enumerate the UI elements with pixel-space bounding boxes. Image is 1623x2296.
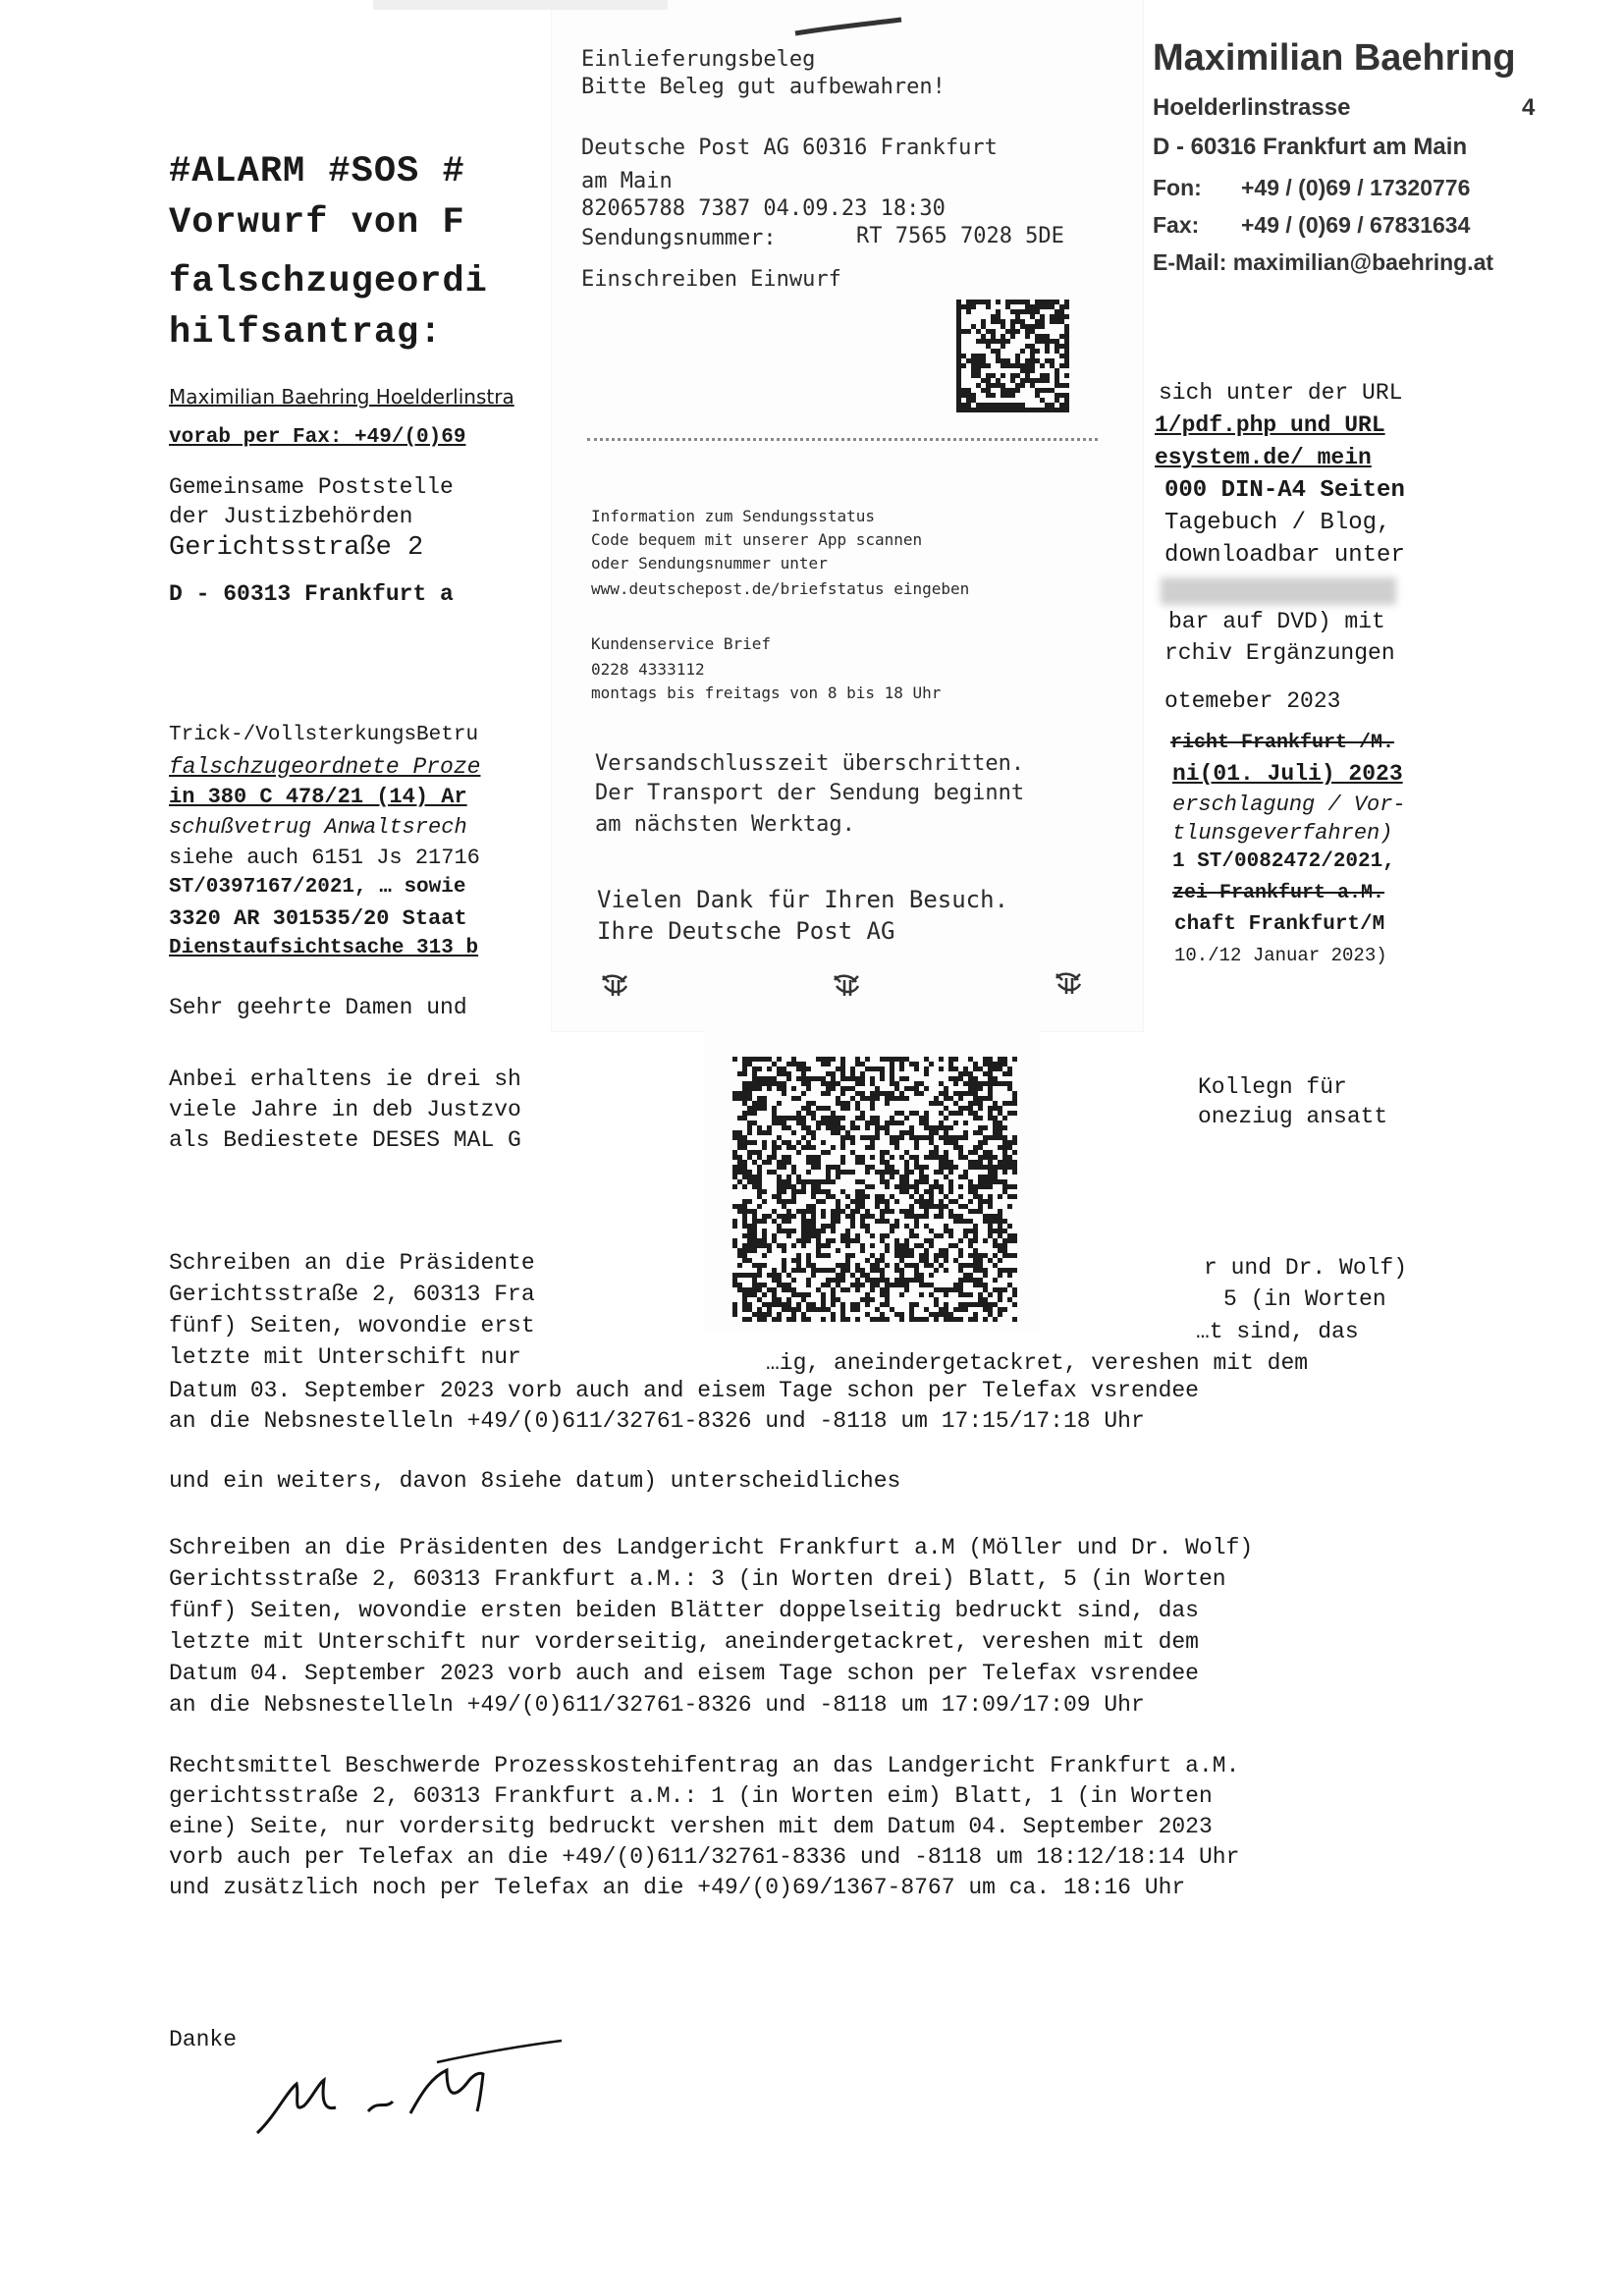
para4-line-2: gerichtsstraße 2, 60313 Frankfurt a.M.: 1 (in Worten eim) Blatt, 1 (in Worten [169,1783,1213,1809]
header-phone: +49 / (0)69 / 17320776 [1241,175,1471,200]
receipt-notice-3: am nächsten Werktag. [595,812,855,837]
datamatrix-code [956,300,1069,412]
sender-header [1151,37,1563,293]
right-line-19: oneziug ansatt [1198,1104,1388,1129]
para1-right-4: …ig, aneindergetackret, vereshen mit dem [766,1350,1309,1376]
para3-line-6: an die Nebsnestelleln +49/(0)611/32761-8326 und -8118 um 17:09/17:09 Uhr [169,1692,1145,1718]
para1-right-3: …t sind, das [1196,1319,1359,1344]
posthorn-icon [599,970,632,1000]
intro-line-3: als Bediestete DESES MAL G [169,1127,521,1153]
receipt-company: Deutsche Post AG 60316 Frankfurt [581,136,998,160]
salutation: Sehr geehrte Damen und [169,995,467,1020]
subject-line-6: ST/0397167/2021, … sowie [169,876,466,899]
receipt-tracking-label: Sendungsnummer: [581,226,777,250]
posthorn-icon [831,970,864,1000]
recipient-line-2: der Justizbehörden [169,504,413,529]
post-receipt [552,0,1143,1031]
title-line-4: hilfsantrag: [169,312,443,354]
para4-line-5: und zusätzlich noch per Telefax an die +49/(0)69/1367-8767 um ca. 18:16 Uhr [169,1875,1186,1900]
right-line-8: rchiv Ergänzungen [1164,640,1395,666]
right-line-6: downloadbar unter [1164,542,1405,569]
para3-line-4: letzte mit Unterschift nur vorderseitig, aneindergetackret, vereshen mit dem [169,1629,1199,1655]
subject-line-8: Dienstaufsichtsache 313 b [169,937,479,959]
header-street: Hoelderlinstrasse [1153,94,1351,121]
para3-line-3: fünf) Seiten, wovondie ersten beiden Blätter doppelseitig bedruckt sind, das [169,1598,1199,1623]
right-line-17: 10./12 Januar 2023) [1174,945,1387,966]
receipt-support-1: Kundenservice Brief [591,634,772,653]
right-line-3: esystem.de/ mein [1155,445,1372,470]
header-name: Maximilian Baehring [1153,37,1516,79]
right-line-15: zei Frankfurt a.M. [1172,882,1385,904]
right-line-9: otemeber 2023 [1164,688,1341,714]
right-line-7: bar auf DVD) mit [1168,609,1385,634]
para1-full-1: Datum 03. September 2023 vorb auch and eisem Tage schon per Telefax vsrendee [169,1378,1199,1403]
qr-code [732,1057,1017,1322]
para1-left-4: letzte mit Unterschift nur [169,1344,521,1370]
receipt-service: Einschreiben Einwurf [581,267,841,292]
receipt-info-4: www.deutschepost.de/briefstatus eingeben [591,579,970,598]
right-line-12: erschlagung / Vor- [1172,793,1406,817]
subject-line-2: falschzugeordnete Proze [169,754,481,780]
subject-line-5: siehe auch 6151 Js 21716 [169,846,480,870]
para4-line-4: vorb auch per Telefax an die +49/(0)611/32761-8336 und -8118 um 18:12/18:14 Uhr [169,1844,1240,1870]
receipt-notice-1: Versandschlusszeit überschritten. [595,751,1025,776]
header-house-no: 4 [1522,94,1536,121]
title-line-2: Vorwurf von F [169,202,465,244]
receipt-support-2: 0228 4333112 [591,660,705,679]
para1-full-2: an die Nebsnestelleln +49/(0)611/32761-8326 und -8118 um 17:15/17:18 Uhr [169,1408,1145,1434]
right-line-16: chaft Frankfurt/M [1174,913,1385,936]
right-line-4: 000 DIN-A4 Seiten [1164,477,1405,504]
right-line-18: Kollegn für [1198,1074,1347,1100]
para3-line-5: Datum 04. September 2023 vorb auch and eisem Tage schon per Telefax vsrendee [169,1661,1199,1686]
para1-right-1: r und Dr. Wolf) [1204,1255,1408,1281]
right-line-11: ni(01. Juli) 2023 [1172,761,1403,787]
right-line-1: sich unter der URL [1159,380,1403,406]
intro-line-2: viele Jahre in deb Justzvo [169,1097,521,1122]
right-line-2: 1/pdf.php und URL [1155,412,1385,438]
qr-code-panel [705,1031,1039,1331]
receipt-scribble [791,14,909,43]
header-phone-label: Fon: [1153,175,1202,200]
header-email: E-Mail: maximilian@baehring.at [1153,249,1494,275]
subject-line-7: 3320 AR 301535/20 Staat [169,906,467,931]
receipt-subtitle: Bitte Beleg gut aufbewahren! [581,75,946,99]
receipt-thanks-2: Ihre Deutsche Post AG [597,917,895,945]
recipient-line-4: D - 60313 Frankfurt a [169,581,454,607]
recipient-line-1: Gemeinsame Poststelle [169,474,454,500]
receipt-company-2: am Main [581,169,673,193]
receipt-info-3: oder Sendungsnummer unter [591,554,828,573]
receipt-info-2: Code bequem mit unserer App scannen [591,530,923,549]
posthorn-icon [1053,968,1086,998]
subject-line-1: Trick-/VollsterkungsBetru [169,724,479,746]
receipt-ids: 82065788 7387 04.09.23 18:30 [581,196,946,221]
signature [245,2023,579,2151]
fax-line: vorab per Fax: +49/(0)69 [169,426,466,449]
header-fax: +49 / (0)69 / 67831634 [1241,212,1471,238]
header-fax-label: Fax: [1153,212,1200,238]
right-line-5: Tagebuch / Blog, [1164,510,1391,536]
para1-right-2: 5 (in Worten [1223,1286,1386,1312]
right-line-10: richt Frankfurt /M. [1170,732,1395,754]
para4-line-1: Rechtsmittel Beschwerde Prozesskostehifentrag an das Landgericht Frankfurt a.M. [169,1753,1240,1778]
title-line-3: falschzugeordi [169,261,488,302]
subject-line-3: in 380 C 478/21 (14) Ar [169,785,467,809]
receipt-tracking-number: RT 7565 7028 5DE [856,224,1064,248]
receipt-thanks-1: Vielen Dank für Ihren Besuch. [597,886,1009,913]
subject-line-4: schußvetrug Anwaltsrech [169,815,467,840]
header-city: D - 60316 Frankfurt am Main [1153,134,1468,160]
scan-shadow [373,0,668,10]
intro-line-1: Anbei erhaltens ie drei sh [169,1066,521,1092]
para2: und ein weiters, davon 8siehe datum) unterscheidliches [169,1468,901,1494]
para1-left-2: Gerichtsstraße 2, 60313 Fra [169,1282,535,1307]
receipt-support-3: montags bis freitags von 8 bis 18 Uhr [591,683,942,702]
sender-line: Maximilian Baehring Hoelderlinstra [169,385,514,409]
closing: Danke [169,2027,238,2052]
receipt-info-1: Information zum Sendungsstatus [591,507,875,525]
receipt-title: Einlieferungsbeleg [581,47,816,72]
para4-line-3: eine) Seite, nur vordersitg bedruckt vershen mit dem Datum 04. September 2023 [169,1814,1213,1839]
para3-line-1: Schreiben an die Präsidenten des Landgericht Frankfurt a.M (Möller und Dr. Wolf) [169,1535,1254,1560]
receipt-divider [587,438,1098,441]
para1-left-3: fünf) Seiten, wovondie erst [169,1313,535,1339]
title-line-1: #ALARM #SOS # [169,151,465,192]
recipient-line-3: Gerichtsstraße 2 [169,533,424,563]
para1-left-1: Schreiben an die Präsidente [169,1250,535,1276]
para3-line-2: Gerichtsstraße 2, 60313 Frankfurt a.M.: 3 (in Worten drei) Blatt, 5 (in Worten [169,1566,1226,1592]
redacted-blur [1161,577,1396,605]
receipt-notice-2: Der Transport der Sendung beginnt [595,781,1025,805]
right-line-13: tlunsgeverfahren) [1172,821,1393,846]
right-line-14: 1 ST/0082472/2021, [1172,850,1395,873]
